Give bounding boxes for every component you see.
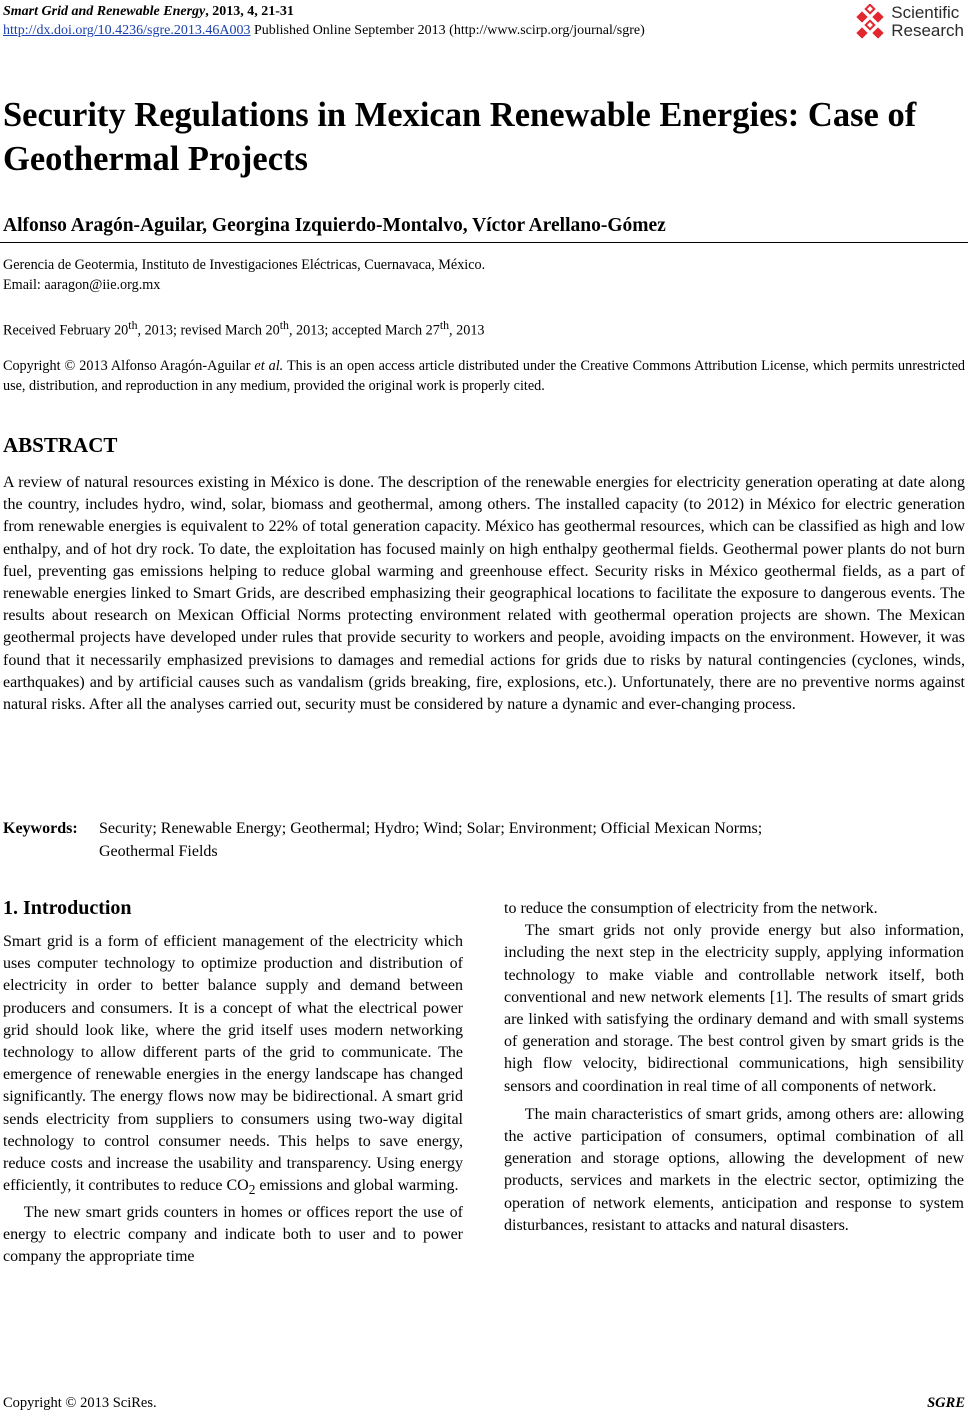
keywords — [3, 818, 762, 863]
keywords-label: Keywords: — [3, 820, 78, 837]
et-al: et al. — [254, 358, 284, 374]
intro-paragraph-4: The main characteristics of smart grids, among others are: allowing the active participation of consumers, optimal combination of all generation and storage options, allowing the development of new products, services and markets in the electric sector, optimizing the operation of network elements, anticipation and response to system disturbances, resistant to attacks and natural disasters. — [504, 1105, 964, 1234]
intro-paragraph-1 — [3, 931, 463, 1202]
abstract-heading: ABSTRACT — [3, 433, 118, 457]
journal-citation — [3, 2, 645, 21]
intro-paragraph-2-continued: to reduce the consumption of electricity from the network. — [504, 900, 878, 917]
ordinal-suffix: th — [128, 318, 138, 332]
copyright-notice — [3, 356, 965, 396]
doi-line — [3, 21, 645, 40]
logo-text-line1: Scientific — [891, 3, 960, 22]
copyright-license: This is an open access article distributed under the Creative Commons Attribution License, which permits unrestricted use, distribution, and reproduction in any medium, provided the original work is properly cited. — [3, 358, 965, 394]
co2-subscript: 2 — [248, 1182, 256, 1198]
affiliation: Gerencia de Geotermia, Instituto de Investigaciones Eléctricas, Cuernavaca, México. — [3, 257, 486, 273]
journal-volume-pages: , 2013, 4, 21-31 — [205, 4, 294, 19]
intro-paragraph-2: The new smart grids counters in homes or offices report the use of energy to electric company and indicate both to user and to power company the appropriate time — [3, 1203, 463, 1266]
scientific-research-logo-icon — [852, 4, 888, 40]
title-divider — [0, 242, 968, 243]
intro-paragraph-3: The smart grids not only provide energy but also information, including the next step in the electricity supply, applying information technology to make viable and controllable network itself, both conventional and new network elements [1]. The results of smart grids are linked with satisfying the ordinary demand and with small systems of generation and storage. The best control given by smart grids is the high flow velocity, bidirectional communications, high sensibility sensors and coordination in real time of all components of network. — [504, 922, 964, 1095]
ordinal-suffix: th — [439, 318, 450, 332]
doi-link[interactable]: http://dx.doi.org/10.4236/sgre.2013.46A003 — [3, 23, 251, 38]
published-note: Published Online September 2013 (http://www.scirp.org/journal/sgre) — [250, 23, 645, 38]
intro-p1-text: Smart grid is a form of efficient management of the electricity which uses computer technology to optimize production and distribution of electricity in order to better balance supply and demand between producers and consumers. It is a concept of what the electrical power grid should look like, where the grid itself uses modern networking technology to allow different parts of the grid to communicate. The emergence of renewable energies in the energy landscape has changed significantly. The energy flows now may be bidirectional. A smart grid sends electricity from suppliers to consumers using two-way digital technology to control consumer needs. This helps to save energy, reduce costs and increase the usability and transparency. Using energy efficiently, it contributes to reduce CO — [3, 933, 463, 1195]
right-column — [504, 898, 964, 1237]
logo-text — [891, 4, 964, 40]
footer-copyright: Copyright © 2013 SciRes. — [3, 1395, 157, 1411]
contact-email: Email: aaragon@iie.org.mx — [3, 277, 161, 293]
accepted-text: , 2013; accepted March 27 — [288, 322, 440, 339]
section-heading-introduction: 1. Introduction — [3, 897, 132, 919]
intro-p1-end: emissions and global warming. — [255, 1177, 459, 1195]
author-list: Alfonso Aragón-Aguilar, Georgina Izquierdo-Montalvo, Víctor Arellano-Gómez — [3, 215, 666, 236]
year-text: , 2013 — [449, 322, 485, 339]
journal-name: Smart Grid and Renewable Energy — [3, 4, 206, 19]
ordinal-suffix: th — [279, 318, 289, 332]
received-dates — [3, 315, 485, 341]
keywords-line1: Security; Renewable Energy; Geothermal; Hydro; Wind; Solar; Environment; Official Mexican Norms; — [99, 820, 763, 837]
article-title: Security Regulations in Mexican Renewable Energies: Case of Geothermal Projects — [3, 96, 917, 178]
publisher-logo — [852, 2, 964, 42]
page-footer — [3, 1395, 965, 1412]
left-column — [3, 895, 463, 1268]
footer-journal-abbr: SGRE — [927, 1395, 965, 1411]
journal-header — [3, 2, 645, 40]
abstract-text: A review of natural resources existing in México is done. The description of the renewable energies for electricity generation operating at date along the country, includes hydro, wind, solar, biomass and geothermal, among others. The installed capacity (to 2012) in México for electric generation from renewable energies is equivalent to 22% of total generation capacity. México has geothermal resources, which can be classified as high and low enthalpy, and of hot dry rock. To date, the exploitation has focused mainly on high enthalpy geothermal fields. Geothermal power plants do not burn fuel, preventing gas emissions helping to reduce global warming and greenhouse effect. Security risks in México geothermal fields, as a part of renewable energies linked to Smart Grids, are described emphasizing their geographical locations to facilitate the exposure to dangerous events. The results about research on Mexican Official Norms protecting environment related with geothermal operation projects are shown. The Mexican geothermal projects have developed under rules that provide security to workers and people, avoiding impacts on the environment. However, it was found that it necessarily emphasized previsions to damages and remedial actions for grids due to risks by natural contingencies (cyclones, winds, earthquakes) and by artificial causes such as vandalism (grids breaking, fire, explosions, etc.). Unfortunately, there are no preventive norms against natural risks. After all the analyses carried out, security must be considered by nature a dynamic and ever-changing process. — [3, 474, 965, 714]
revised-text: , 2013; revised March 20 — [137, 322, 280, 339]
received-text: Received February 20 — [3, 322, 129, 339]
logo-text-line2: Research — [891, 21, 964, 40]
copyright-pre: Copyright © 2013 Alfonso Aragón-Aguilar — [3, 358, 255, 374]
keywords-line2: Geothermal Fields — [99, 842, 218, 860]
